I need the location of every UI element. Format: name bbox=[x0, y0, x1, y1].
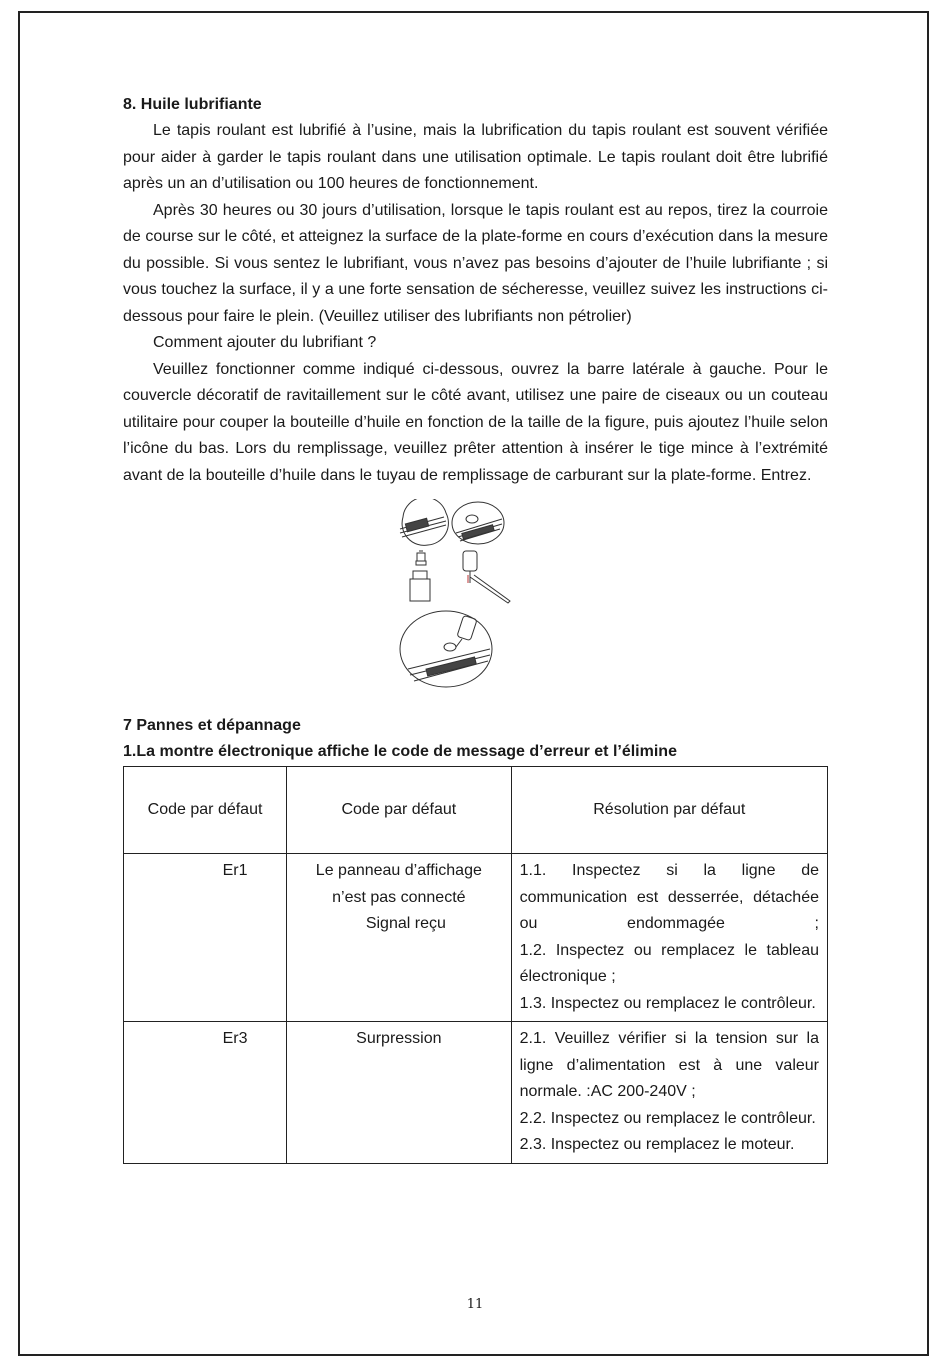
lubrication-diagram-illustration bbox=[398, 499, 528, 699]
description-line: Signal reçu bbox=[365, 915, 446, 932]
paragraph-2: Après 30 heures ou 30 jours d’utilisation, lorsque le tapis roulant est au repos, tirez la courroie de course sur le côté, et atteignez la surface de la plate-forme en cours d’exécution dans la mesure du possible. Si vous sentez le lubrifiant, vous n’avez pas besoins d’ajouter de l’huile lubrifiante ; si vous touchez la surface, il y a une forte sensation de sécheresse, veuillez suivez les instructions ci-dessous pour faire le plein. (Veuillez utiliser des lubrifiants non pétrolier) bbox=[123, 201, 828, 325]
description-line: Surpression bbox=[356, 1030, 442, 1047]
error-description-cell bbox=[287, 1022, 512, 1164]
resolution-line: 1.1. Inspectez si la ligne de communication est desserrée, détachée ou endommagée ; bbox=[519, 862, 819, 932]
resolution-line: 1.3. Inspectez ou remplacez le contrôleur. bbox=[519, 994, 816, 1012]
oil-bottle-left bbox=[410, 571, 430, 601]
table-header-code: Code par défaut bbox=[124, 767, 287, 854]
table-header-description: Code par défaut bbox=[287, 767, 512, 854]
paragraph-1: Le tapis roulant est lubrifié à l’usine, mais la lubrification du tapis roulant est souvent vérifiée pour aider à garder le tapis roulant dans une utilisation optimale. Le tapis roulant doit être lubrifié après un an d’utilisation ou 100 heures de fonctionnement. bbox=[123, 122, 828, 192]
resolution-line: 2.3. Inspectez ou remplacez le moteur. bbox=[519, 1136, 795, 1153]
deck-detail-left bbox=[400, 499, 448, 545]
resolution-line: 2.2. Inspectez ou remplacez le contrôleur. bbox=[519, 1109, 816, 1127]
error-code-table bbox=[123, 766, 828, 1164]
error-code-cell: Er3 bbox=[124, 1022, 287, 1164]
error-description-cell bbox=[287, 854, 512, 1022]
oil-bottle-right bbox=[463, 551, 510, 603]
bottle-cap bbox=[416, 551, 426, 565]
page-content bbox=[123, 92, 828, 1164]
description-line: n’est pas connecté bbox=[332, 888, 466, 906]
deck-filling-detail bbox=[400, 611, 492, 687]
resolution-line: 1.2. Inspectez ou remplacez le tableau électronique ; bbox=[519, 941, 819, 985]
table-header-resolution: Résolution par défaut bbox=[511, 767, 827, 854]
section-7-title: 7 Pannes et dépannage bbox=[123, 717, 301, 734]
deck-detail-right bbox=[452, 502, 504, 544]
section-8-title: 8. Huile lubrifiante bbox=[123, 96, 262, 113]
lubrication-figure bbox=[123, 499, 828, 699]
paragraph-3: Comment ajouter du lubrifiant ? bbox=[153, 334, 377, 351]
page-number: 11 bbox=[466, 1297, 484, 1312]
resolution-line: 2.1. Veuillez vérifier si la tension sur la ligne d’alimentation est à une valeur normale. :AC 200-240V ; bbox=[519, 1030, 819, 1100]
resolution-cell bbox=[511, 1022, 827, 1164]
error-code-cell: Er1 bbox=[124, 854, 287, 1022]
description-line: Le panneau d’affichage bbox=[315, 862, 482, 879]
table-row bbox=[124, 854, 828, 1022]
section-7-subtitle: 1.La montre électronique affiche le code de message d’erreur et l’élimine bbox=[123, 743, 677, 760]
resolution-cell bbox=[511, 854, 827, 1022]
table-header-row bbox=[124, 767, 828, 854]
paragraph-4: Veuillez fonctionner comme indiqué ci-dessous, ouvrez la barre latérale à gauche. Pour le couvercle décoratif de ravitaillement sur le côté avant, utilisez une paire de ciseaux ou un couteau utilitaire pour couper la bouteille d’huile en fonction de la taille de la figure, puis ajoutez l’huile selon l’icône du bas. Lors du remplissage, veuillez prêter attention à insérer le tige mince à l’extrémité avant de la bouteille d’huile dans le tuyau de remplissage de carburant sur la plate-forme. Entrez. bbox=[123, 360, 828, 484]
table-row bbox=[124, 1022, 828, 1164]
